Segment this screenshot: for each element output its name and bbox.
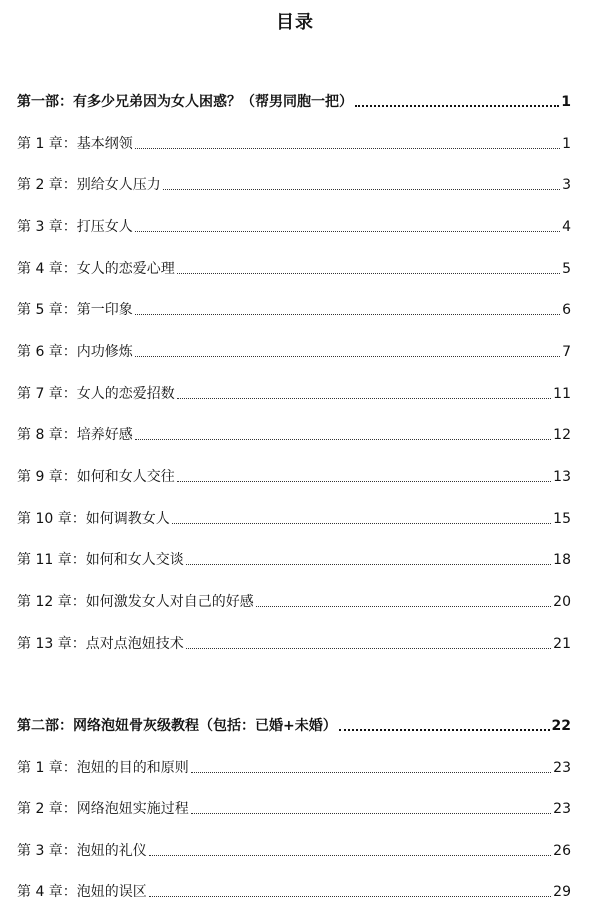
- toc-page-number: 21: [553, 636, 571, 652]
- toc-page-number: 3: [562, 177, 571, 193]
- toc-chapter-label: 第 6 章：内功修炼: [17, 344, 133, 360]
- toc-chapter-label: 第 12 章：如何激发女人对自己的好感: [17, 594, 254, 610]
- toc-part-1[interactable]: [17, 93, 571, 111]
- toc-chapter-label: 第 1 章：泡妞的目的和原则: [17, 760, 189, 776]
- toc-chapter[interactable]: [17, 176, 571, 194]
- toc-chapter[interactable]: [17, 842, 571, 860]
- toc-chapter-label: 第 8 章：培养好感: [17, 427, 133, 443]
- toc-page-number: 23: [553, 760, 571, 776]
- dot-leader: [177, 273, 560, 274]
- toc-chapter[interactable]: [17, 510, 571, 528]
- toc-chapter-label: 第 10 章：如何调教女人: [17, 511, 170, 527]
- dot-leader: [177, 481, 551, 482]
- dot-leader: [186, 648, 551, 649]
- toc-chapter-label: 第 4 章：泡妞的误区: [17, 884, 147, 900]
- toc-part-2[interactable]: [17, 717, 571, 735]
- dot-leader: [149, 896, 551, 897]
- toc-chapter[interactable]: [17, 218, 571, 236]
- dot-leader: [163, 189, 560, 190]
- toc-title: 目录: [276, 12, 314, 33]
- toc-page-number: 12: [553, 427, 571, 443]
- toc-page-number: 6: [562, 302, 571, 318]
- toc-page-number: 15: [553, 511, 571, 527]
- toc-chapter[interactable]: [17, 593, 571, 611]
- toc-part-label: 第二部：网络泡妞骨灰级教程（包括：已婚+未婚）: [17, 718, 337, 734]
- toc-page-number: 1: [562, 136, 571, 152]
- dot-leader: [256, 606, 551, 607]
- toc-chapter-label: 第 2 章：网络泡妞实施过程: [17, 801, 189, 817]
- dot-leader: [149, 855, 551, 856]
- toc-chapter[interactable]: [17, 800, 571, 818]
- dot-leader: [355, 105, 559, 107]
- toc-chapter[interactable]: [17, 385, 571, 403]
- toc-page-number: 29: [553, 884, 571, 900]
- toc-page-number: 18: [553, 552, 571, 568]
- toc-chapter-label: 第 9 章：如何和女人交往: [17, 469, 175, 485]
- toc-chapter[interactable]: [17, 759, 571, 777]
- dot-leader: [135, 439, 551, 440]
- toc-page-number: 4: [562, 219, 571, 235]
- toc-chapter-label: 第 11 章：如何和女人交谈: [17, 552, 184, 568]
- toc-chapter[interactable]: [17, 343, 571, 361]
- toc-page-number: 20: [553, 594, 571, 610]
- toc-page-number: 13: [553, 469, 571, 485]
- toc-chapter-label: 第 2 章：别给女人压力: [17, 177, 161, 193]
- toc-chapter[interactable]: [17, 426, 571, 444]
- toc-page-number: 1: [561, 94, 571, 110]
- toc-chapter-label: 第 3 章：打压女人: [17, 219, 133, 235]
- toc-chapter[interactable]: [17, 260, 571, 278]
- toc-page-number: 26: [553, 843, 571, 859]
- toc-chapter[interactable]: [17, 135, 571, 153]
- toc-chapter[interactable]: [17, 635, 571, 653]
- dot-leader: [135, 356, 560, 357]
- dot-leader: [191, 772, 551, 773]
- toc-chapter-label: 第 4 章：女人的恋爱心理: [17, 261, 175, 277]
- toc-chapter-label: 第 3 章：泡妞的礼仪: [17, 843, 147, 859]
- toc-chapter-label: 第 1 章：基本纲领: [17, 136, 133, 152]
- toc-page-number: 11: [553, 386, 571, 402]
- dot-leader: [177, 398, 551, 399]
- dot-leader: [135, 231, 560, 232]
- toc-chapter[interactable]: [17, 468, 571, 486]
- dot-leader: [135, 148, 560, 149]
- toc-page-number: 7: [562, 344, 571, 360]
- toc-chapter[interactable]: [17, 301, 571, 319]
- dot-leader: [339, 729, 550, 731]
- dot-leader: [191, 813, 551, 814]
- toc-page-number: 23: [553, 801, 571, 817]
- toc-part-label: 第一部：有多少兄弟因为女人困惑？（帮男同胞一把）: [17, 94, 353, 110]
- toc-chapter-label: 第 7 章：女人的恋爱招数: [17, 386, 175, 402]
- toc-chapter[interactable]: [17, 551, 571, 569]
- toc-chapter-label: 第 5 章：第一印象: [17, 302, 133, 318]
- toc-chapter[interactable]: [17, 883, 571, 901]
- dot-leader: [186, 564, 551, 565]
- dot-leader: [172, 523, 551, 524]
- toc-page-number: 22: [551, 718, 571, 734]
- dot-leader: [135, 314, 560, 315]
- toc-chapter-label: 第 13 章：点对点泡妞技术: [17, 636, 184, 652]
- toc-page-number: 5: [562, 261, 571, 277]
